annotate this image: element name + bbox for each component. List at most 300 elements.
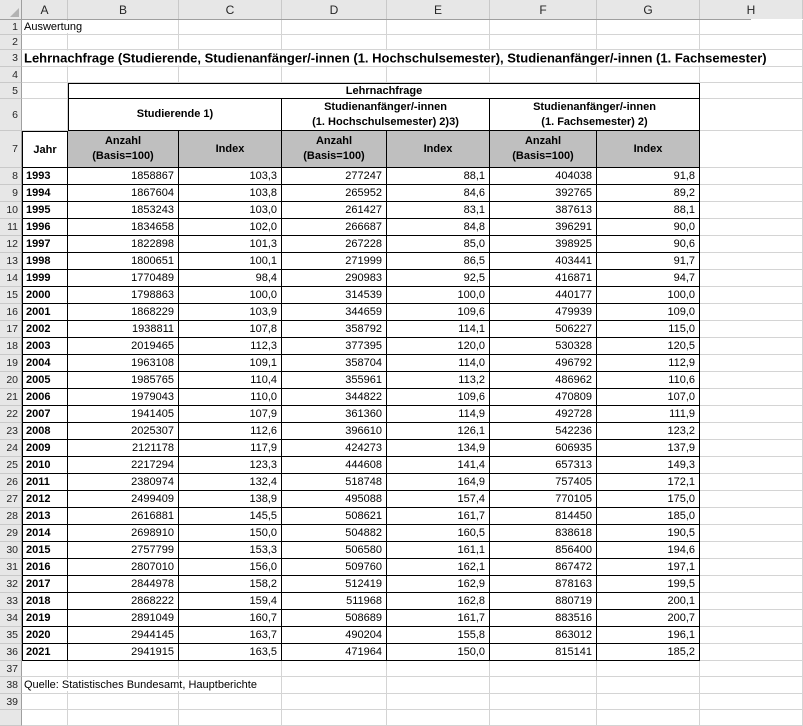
value-cell[interactable]: 103,3 <box>179 168 282 185</box>
cell[interactable] <box>700 474 803 491</box>
cell[interactable] <box>597 710 700 726</box>
row-header[interactable]: 17 <box>0 321 22 338</box>
year-cell[interactable]: 2010 <box>22 457 68 474</box>
value-cell[interactable]: 162,1 <box>387 559 490 576</box>
year-cell[interactable]: 2012 <box>22 491 68 508</box>
value-cell[interactable]: 344659 <box>282 304 387 321</box>
row-header[interactable]: 4 <box>0 67 22 83</box>
row-header[interactable]: 9 <box>0 185 22 202</box>
cell[interactable] <box>597 677 700 694</box>
value-cell[interactable]: 110,4 <box>179 372 282 389</box>
row-header[interactable] <box>0 710 22 726</box>
year-cell[interactable]: 2002 <box>22 321 68 338</box>
column-header-E[interactable]: E <box>387 0 490 19</box>
value-cell[interactable]: 155,8 <box>387 627 490 644</box>
value-cell[interactable]: 387613 <box>490 202 597 219</box>
cell[interactable] <box>700 457 803 474</box>
row-header[interactable]: 1 <box>0 20 22 35</box>
value-cell[interactable]: 83,1 <box>387 202 490 219</box>
cell[interactable] <box>387 67 490 83</box>
value-cell[interactable]: 107,0 <box>597 389 700 406</box>
value-cell[interactable]: 504882 <box>282 525 387 542</box>
value-cell[interactable]: 172,1 <box>597 474 700 491</box>
value-cell[interactable]: 358792 <box>282 321 387 338</box>
year-cell[interactable]: 2014 <box>22 525 68 542</box>
cell[interactable] <box>387 694 490 710</box>
row-header[interactable]: 25 <box>0 457 22 474</box>
cell[interactable] <box>282 661 387 677</box>
value-cell[interactable]: 1941405 <box>68 406 179 423</box>
table-subheader-cell[interactable] <box>490 131 597 168</box>
year-cell[interactable]: 2017 <box>22 576 68 593</box>
column-header-H[interactable]: H <box>700 0 803 19</box>
value-cell[interactable]: 162,9 <box>387 576 490 593</box>
year-cell[interactable]: 2001 <box>22 304 68 321</box>
value-cell[interactable]: 2499409 <box>68 491 179 508</box>
year-cell[interactable]: 2016 <box>22 559 68 576</box>
value-cell[interactable]: 90,0 <box>597 219 700 236</box>
value-cell[interactable]: 470809 <box>490 389 597 406</box>
cell[interactable] <box>700 661 803 677</box>
cell[interactable] <box>22 677 257 694</box>
value-cell[interactable]: 444608 <box>282 457 387 474</box>
value-cell[interactable]: 175,0 <box>597 491 700 508</box>
value-cell[interactable]: 1867604 <box>68 185 179 202</box>
value-cell[interactable]: 90,6 <box>597 236 700 253</box>
cell[interactable] <box>387 35 490 50</box>
value-cell[interactable]: 163,5 <box>179 644 282 661</box>
cell[interactable] <box>597 35 700 50</box>
value-cell[interactable]: 112,9 <box>597 355 700 372</box>
cell[interactable] <box>700 321 803 338</box>
value-cell[interactable]: 261427 <box>282 202 387 219</box>
row-header[interactable]: 34 <box>0 610 22 627</box>
cell[interactable] <box>597 67 700 83</box>
value-cell[interactable]: 120,0 <box>387 338 490 355</box>
value-cell[interactable]: 479939 <box>490 304 597 321</box>
row-header[interactable]: 36 <box>0 644 22 661</box>
value-cell[interactable]: 123,2 <box>597 423 700 440</box>
row-header[interactable]: 11 <box>0 219 22 236</box>
cell[interactable] <box>490 35 597 50</box>
value-cell[interactable]: 1798863 <box>68 287 179 304</box>
row-header[interactable]: 24 <box>0 440 22 457</box>
row-header[interactable]: 32 <box>0 576 22 593</box>
value-cell[interactable]: 266687 <box>282 219 387 236</box>
year-cell[interactable]: 1998 <box>22 253 68 270</box>
value-cell[interactable]: 2217294 <box>68 457 179 474</box>
value-cell[interactable]: 145,5 <box>179 508 282 525</box>
year-cell[interactable]: 2005 <box>22 372 68 389</box>
value-cell[interactable]: 530328 <box>490 338 597 355</box>
cell[interactable] <box>700 287 803 304</box>
value-cell[interactable]: 2380974 <box>68 474 179 491</box>
year-cell[interactable]: 2018 <box>22 593 68 610</box>
value-cell[interactable]: 361360 <box>282 406 387 423</box>
year-cell[interactable]: 2009 <box>22 440 68 457</box>
value-cell[interactable]: 814450 <box>490 508 597 525</box>
value-cell[interactable]: 123,3 <box>179 457 282 474</box>
value-cell[interactable]: 197,1 <box>597 559 700 576</box>
value-cell[interactable]: 2757799 <box>68 542 179 559</box>
value-cell[interactable]: 506227 <box>490 321 597 338</box>
value-cell[interactable]: 2698910 <box>68 525 179 542</box>
value-cell[interactable]: 878163 <box>490 576 597 593</box>
column-header-F[interactable]: F <box>490 0 597 19</box>
row-header[interactable]: 37 <box>0 661 22 677</box>
value-cell[interactable]: 508621 <box>282 508 387 525</box>
row-header[interactable]: 16 <box>0 304 22 321</box>
value-cell[interactable]: 158,2 <box>179 576 282 593</box>
row-header[interactable]: 28 <box>0 508 22 525</box>
row-header[interactable]: 8 <box>0 168 22 185</box>
value-cell[interactable]: 115,0 <box>597 321 700 338</box>
value-cell[interactable]: 271999 <box>282 253 387 270</box>
value-cell[interactable]: 838618 <box>490 525 597 542</box>
row-header[interactable]: 39 <box>0 694 22 710</box>
cell[interactable] <box>179 661 282 677</box>
value-cell[interactable]: 2121178 <box>68 440 179 457</box>
value-cell[interactable]: 109,1 <box>179 355 282 372</box>
year-cell[interactable]: 1996 <box>22 219 68 236</box>
table-subheader-cell[interactable] <box>387 131 490 168</box>
value-cell[interactable]: 506580 <box>282 542 387 559</box>
cell[interactable] <box>700 389 803 406</box>
value-cell[interactable]: 657313 <box>490 457 597 474</box>
row-header[interactable]: 12 <box>0 236 22 253</box>
value-cell[interactable]: 85,0 <box>387 236 490 253</box>
cell[interactable] <box>700 185 803 202</box>
value-cell[interactable]: 160,5 <box>387 525 490 542</box>
value-cell[interactable]: 2868222 <box>68 593 179 610</box>
column-header-A[interactable]: A <box>22 0 68 19</box>
cell[interactable] <box>68 710 179 726</box>
value-cell[interactable]: 88,1 <box>387 168 490 185</box>
row-header[interactable]: 30 <box>0 542 22 559</box>
cell[interactable] <box>700 677 803 694</box>
value-cell[interactable]: 120,5 <box>597 338 700 355</box>
value-cell[interactable]: 200,1 <box>597 593 700 610</box>
cell[interactable] <box>700 610 803 627</box>
column-header-C[interactable]: C <box>179 0 282 19</box>
value-cell[interactable]: 1858867 <box>68 168 179 185</box>
value-cell[interactable]: 150,0 <box>179 525 282 542</box>
column-header-G[interactable]: G <box>597 0 700 19</box>
group-header-cell[interactable] <box>282 99 490 131</box>
year-cell[interactable]: 1995 <box>22 202 68 219</box>
row-header[interactable]: 13 <box>0 253 22 270</box>
row-header[interactable]: 38 <box>0 677 22 694</box>
value-cell[interactable]: 403441 <box>490 253 597 270</box>
value-cell[interactable]: 314539 <box>282 287 387 304</box>
value-cell[interactable]: 160,7 <box>179 610 282 627</box>
cell[interactable] <box>700 491 803 508</box>
value-cell[interactable]: 440177 <box>490 287 597 304</box>
value-cell[interactable]: 163,7 <box>179 627 282 644</box>
year-cell[interactable]: 2004 <box>22 355 68 372</box>
value-cell[interactable]: 141,4 <box>387 457 490 474</box>
row-header[interactable]: 35 <box>0 627 22 644</box>
cell[interactable] <box>597 20 700 35</box>
cell[interactable] <box>700 559 803 576</box>
value-cell[interactable]: 185,2 <box>597 644 700 661</box>
value-cell[interactable]: 2891049 <box>68 610 179 627</box>
year-cell[interactable]: 2019 <box>22 610 68 627</box>
row-header[interactable]: 3 <box>0 50 22 67</box>
value-cell[interactable]: 511968 <box>282 593 387 610</box>
value-cell[interactable]: 1868229 <box>68 304 179 321</box>
cell[interactable] <box>700 304 803 321</box>
cell[interactable] <box>282 710 387 726</box>
cell[interactable] <box>700 525 803 542</box>
cell[interactable] <box>700 35 803 50</box>
value-cell[interactable]: 150,0 <box>387 644 490 661</box>
row-header[interactable]: 19 <box>0 355 22 372</box>
row-header[interactable]: 2 <box>0 35 22 50</box>
value-cell[interactable]: 396610 <box>282 423 387 440</box>
value-cell[interactable]: 512419 <box>282 576 387 593</box>
value-cell[interactable]: 2616881 <box>68 508 179 525</box>
value-cell[interactable]: 199,5 <box>597 576 700 593</box>
cell[interactable] <box>700 338 803 355</box>
value-cell[interactable]: 156,0 <box>179 559 282 576</box>
cell[interactable] <box>179 694 282 710</box>
year-cell[interactable]: 2013 <box>22 508 68 525</box>
cell[interactable] <box>700 372 803 389</box>
value-cell[interactable]: 1800651 <box>68 253 179 270</box>
cell[interactable] <box>22 67 68 83</box>
year-cell[interactable]: 2015 <box>22 542 68 559</box>
value-cell[interactable]: 109,0 <box>597 304 700 321</box>
value-cell[interactable]: 377395 <box>282 338 387 355</box>
cell[interactable] <box>700 99 803 131</box>
cell[interactable] <box>490 67 597 83</box>
row-header[interactable]: 15 <box>0 287 22 304</box>
value-cell[interactable]: 100,1 <box>179 253 282 270</box>
cell[interactable] <box>22 35 68 50</box>
value-cell[interactable]: 138,9 <box>179 491 282 508</box>
value-cell[interactable]: 114,1 <box>387 321 490 338</box>
value-cell[interactable]: 1979043 <box>68 389 179 406</box>
cell[interactable] <box>179 710 282 726</box>
cell[interactable] <box>700 355 803 372</box>
cell[interactable] <box>22 99 68 131</box>
value-cell[interactable]: 358704 <box>282 355 387 372</box>
cell[interactable] <box>700 168 803 185</box>
row-header[interactable]: 27 <box>0 491 22 508</box>
value-cell[interactable]: 89,2 <box>597 185 700 202</box>
value-cell[interactable]: 496792 <box>490 355 597 372</box>
value-cell[interactable]: 161,7 <box>387 610 490 627</box>
value-cell[interactable]: 112,3 <box>179 338 282 355</box>
row-header[interactable]: 22 <box>0 406 22 423</box>
cell[interactable] <box>387 677 490 694</box>
cell[interactable] <box>490 677 597 694</box>
cell[interactable] <box>700 576 803 593</box>
cell[interactable] <box>700 83 803 99</box>
cell[interactable] <box>22 710 68 726</box>
column-header-B[interactable]: B <box>68 0 179 19</box>
value-cell[interactable]: 103,9 <box>179 304 282 321</box>
cell[interactable] <box>700 440 803 457</box>
value-cell[interactable]: 137,9 <box>597 440 700 457</box>
value-cell[interactable]: 196,1 <box>597 627 700 644</box>
value-cell[interactable]: 113,2 <box>387 372 490 389</box>
value-cell[interactable]: 109,6 <box>387 304 490 321</box>
value-cell[interactable]: 770105 <box>490 491 597 508</box>
value-cell[interactable]: 102,0 <box>179 219 282 236</box>
value-cell[interactable]: 398925 <box>490 236 597 253</box>
cell[interactable] <box>700 131 803 168</box>
year-cell[interactable]: 2000 <box>22 287 68 304</box>
cell[interactable] <box>22 661 68 677</box>
select-all-corner[interactable] <box>0 0 22 19</box>
cell[interactable] <box>490 661 597 677</box>
cell[interactable] <box>22 83 68 99</box>
cell[interactable] <box>700 406 803 423</box>
group-header-cell[interactable] <box>490 99 700 131</box>
value-cell[interactable]: 153,3 <box>179 542 282 559</box>
value-cell[interactable]: 110,0 <box>179 389 282 406</box>
value-cell[interactable]: 495088 <box>282 491 387 508</box>
cell[interactable] <box>490 694 597 710</box>
table-subheader-cell[interactable] <box>68 131 179 168</box>
cell[interactable] <box>179 35 282 50</box>
group-header-cell[interactable] <box>68 99 282 131</box>
cell[interactable] <box>700 67 803 83</box>
value-cell[interactable]: 1770489 <box>68 270 179 287</box>
value-cell[interactable]: 112,6 <box>179 423 282 440</box>
value-cell[interactable]: 100,0 <box>387 287 490 304</box>
cell[interactable] <box>700 542 803 559</box>
cell[interactable] <box>282 694 387 710</box>
cell[interactable] <box>700 202 803 219</box>
cell[interactable] <box>282 35 387 50</box>
year-cell[interactable]: 1999 <box>22 270 68 287</box>
value-cell[interactable]: 110,6 <box>597 372 700 389</box>
value-cell[interactable]: 2941915 <box>68 644 179 661</box>
value-cell[interactable]: 84,8 <box>387 219 490 236</box>
cell[interactable] <box>68 661 179 677</box>
value-cell[interactable]: 606935 <box>490 440 597 457</box>
value-cell[interactable]: 265952 <box>282 185 387 202</box>
value-cell[interactable]: 86,5 <box>387 253 490 270</box>
year-cell[interactable]: 1993 <box>22 168 68 185</box>
value-cell[interactable]: 159,4 <box>179 593 282 610</box>
value-cell[interactable]: 161,7 <box>387 508 490 525</box>
value-cell[interactable]: 416871 <box>490 270 597 287</box>
value-cell[interactable]: 111,9 <box>597 406 700 423</box>
year-cell[interactable]: 2020 <box>22 627 68 644</box>
cell[interactable] <box>700 593 803 610</box>
table-subheader-cell[interactable] <box>597 131 700 168</box>
value-cell[interactable]: 107,8 <box>179 321 282 338</box>
value-cell[interactable]: 100,0 <box>597 287 700 304</box>
cell[interactable] <box>282 20 387 35</box>
value-cell[interactable]: 1834658 <box>68 219 179 236</box>
cell[interactable] <box>700 710 803 726</box>
year-cell[interactable]: 1994 <box>22 185 68 202</box>
year-header-cell[interactable]: Jahr <box>22 131 68 168</box>
cell[interactable] <box>700 219 803 236</box>
value-cell[interactable]: 162,8 <box>387 593 490 610</box>
cell[interactable] <box>490 20 597 35</box>
value-cell[interactable]: 149,3 <box>597 457 700 474</box>
cell[interactable] <box>22 50 767 67</box>
value-cell[interactable]: 355961 <box>282 372 387 389</box>
value-cell[interactable]: 103,0 <box>179 202 282 219</box>
year-cell[interactable]: 2003 <box>22 338 68 355</box>
value-cell[interactable]: 863012 <box>490 627 597 644</box>
column-header-D[interactable]: D <box>282 0 387 19</box>
value-cell[interactable]: 88,1 <box>597 202 700 219</box>
value-cell[interactable]: 2807010 <box>68 559 179 576</box>
value-cell[interactable]: 91,8 <box>597 168 700 185</box>
cell[interactable] <box>700 423 803 440</box>
value-cell[interactable]: 518748 <box>282 474 387 491</box>
value-cell[interactable]: 114,0 <box>387 355 490 372</box>
value-cell[interactable]: 1938811 <box>68 321 179 338</box>
cell[interactable] <box>700 644 803 661</box>
row-header[interactable]: 5 <box>0 83 22 99</box>
value-cell[interactable]: 200,7 <box>597 610 700 627</box>
cell[interactable] <box>68 67 179 83</box>
cell[interactable] <box>597 694 700 710</box>
cell[interactable] <box>490 710 597 726</box>
value-cell[interactable]: 161,1 <box>387 542 490 559</box>
row-header[interactable]: 21 <box>0 389 22 406</box>
cell[interactable] <box>700 694 803 710</box>
value-cell[interactable]: 185,0 <box>597 508 700 525</box>
value-cell[interactable]: 101,3 <box>179 236 282 253</box>
value-cell[interactable]: 1853243 <box>68 202 179 219</box>
value-cell[interactable]: 91,7 <box>597 253 700 270</box>
value-cell[interactable]: 84,6 <box>387 185 490 202</box>
row-header[interactable]: 33 <box>0 593 22 610</box>
cell[interactable] <box>387 20 490 35</box>
value-cell[interactable]: 396291 <box>490 219 597 236</box>
year-cell[interactable]: 2008 <box>22 423 68 440</box>
cell[interactable] <box>387 661 490 677</box>
year-cell[interactable]: 2006 <box>22 389 68 406</box>
value-cell[interactable]: 344822 <box>282 389 387 406</box>
value-cell[interactable]: 2019465 <box>68 338 179 355</box>
cell[interactable] <box>700 270 803 287</box>
year-cell[interactable]: 1997 <box>22 236 68 253</box>
row-header[interactable]: 23 <box>0 423 22 440</box>
cell[interactable] <box>22 20 83 35</box>
value-cell[interactable]: 757405 <box>490 474 597 491</box>
value-cell[interactable]: 100,0 <box>179 287 282 304</box>
row-header[interactable]: 6 <box>0 99 22 131</box>
value-cell[interactable]: 94,7 <box>597 270 700 287</box>
value-cell[interactable]: 190,5 <box>597 525 700 542</box>
value-cell[interactable]: 2944145 <box>68 627 179 644</box>
row-header[interactable]: 20 <box>0 372 22 389</box>
value-cell[interactable]: 117,9 <box>179 440 282 457</box>
year-cell[interactable]: 2011 <box>22 474 68 491</box>
table-subheader-cell[interactable] <box>179 131 282 168</box>
cell[interactable] <box>68 35 179 50</box>
value-cell[interactable]: 194,6 <box>597 542 700 559</box>
value-cell[interactable]: 1822898 <box>68 236 179 253</box>
value-cell[interactable]: 880719 <box>490 593 597 610</box>
value-cell[interactable]: 132,4 <box>179 474 282 491</box>
value-cell[interactable]: 114,9 <box>387 406 490 423</box>
value-cell[interactable]: 542236 <box>490 423 597 440</box>
row-header[interactable]: 18 <box>0 338 22 355</box>
year-cell[interactable]: 2007 <box>22 406 68 423</box>
